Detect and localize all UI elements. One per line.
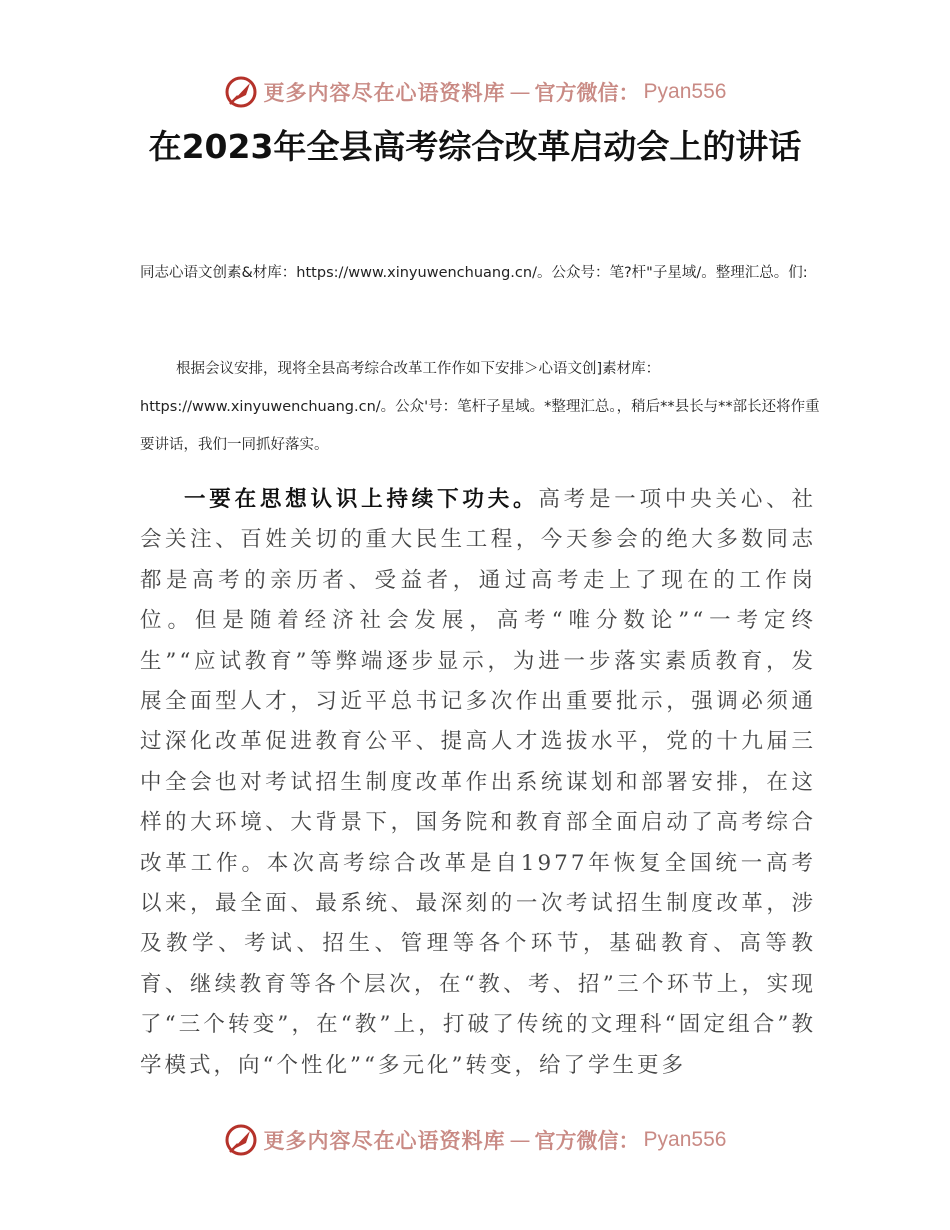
source-line: 同志心语文创素&材库：https://www.xinyuwenchuang.cn/。公众号：笔?杆"子星域/。整理汇总。们:: [140, 265, 808, 281]
banner-text: 更多内容尽在心语资料库: [263, 80, 506, 105]
banner-wechat-label: 官方微信：: [534, 80, 640, 105]
header-banner: [0, 70, 950, 114]
quill-logo-icon: [224, 1123, 258, 1157]
banner-separator: —: [509, 1128, 531, 1152]
banner-text: 更多内容尽在心语资料库: [263, 1128, 506, 1153]
banner-wechat-label: 官方微信：: [534, 1128, 640, 1153]
banner-wechat-id: Pyan556: [643, 80, 727, 103]
quill-logo-icon: [224, 75, 258, 109]
section-body: 高考是一项中央关心、社会关注、百姓关切的重大民生工程，今天参会的绝大多数同志都是高考的亲历者、受益者，通过高考走上了现在的工作岗位。但是随着经济社会发展，高考“唯分数论”“一考定终生”“应试教育”等弊端逐步显示，为进一步落实素质教育，发展全面型人才，习近平总书记多次作出重要批示，强调必须通过深化改革促进教育公平、提高人才选拔水平，党的十九届三中全会也对考试招生制度改革作出系统谋划和部署安排，在这样的大环境、大背景下，国务院和教育部全面启动了高考综合改革工作。本次高考综合改革是自1977年恢复全国统一高考以来，最全面、最系统、最深刻的一次考试招生制度改革，涉及教学、考试、招生、管理等各个环节，基础教育、高等教育、继续教育等各个层次，在“教、考、招”三个环节上，实现了“三个转变”，在“教”上，打破了传统的文理科“固定组合”教学模式，向“个性化”“多元化”转变，给了学生更多: [140, 487, 816, 1078]
document-title: 在2023年全县高考综合改革启动会上的讲话: [148, 127, 802, 166]
footer-banner: [0, 1118, 950, 1162]
section-lead: 一要在思想认识上持续下功夫。: [184, 487, 539, 512]
banner-separator: —: [509, 80, 531, 104]
intro-paragraph: 根据会议安排，现将全县高考综合改革工作作如下安排＞心语文创]素材库：https://www.xinyuwenchuang.cn/。公众'号：笔杆子星域。*整理汇总。，稍后**县长与**部长还将作重要讲话，我们一同抓好落实。: [140, 361, 820, 453]
body-paragraph: [140, 480, 816, 1086]
banner-wechat-id: Pyan556: [643, 1128, 727, 1151]
